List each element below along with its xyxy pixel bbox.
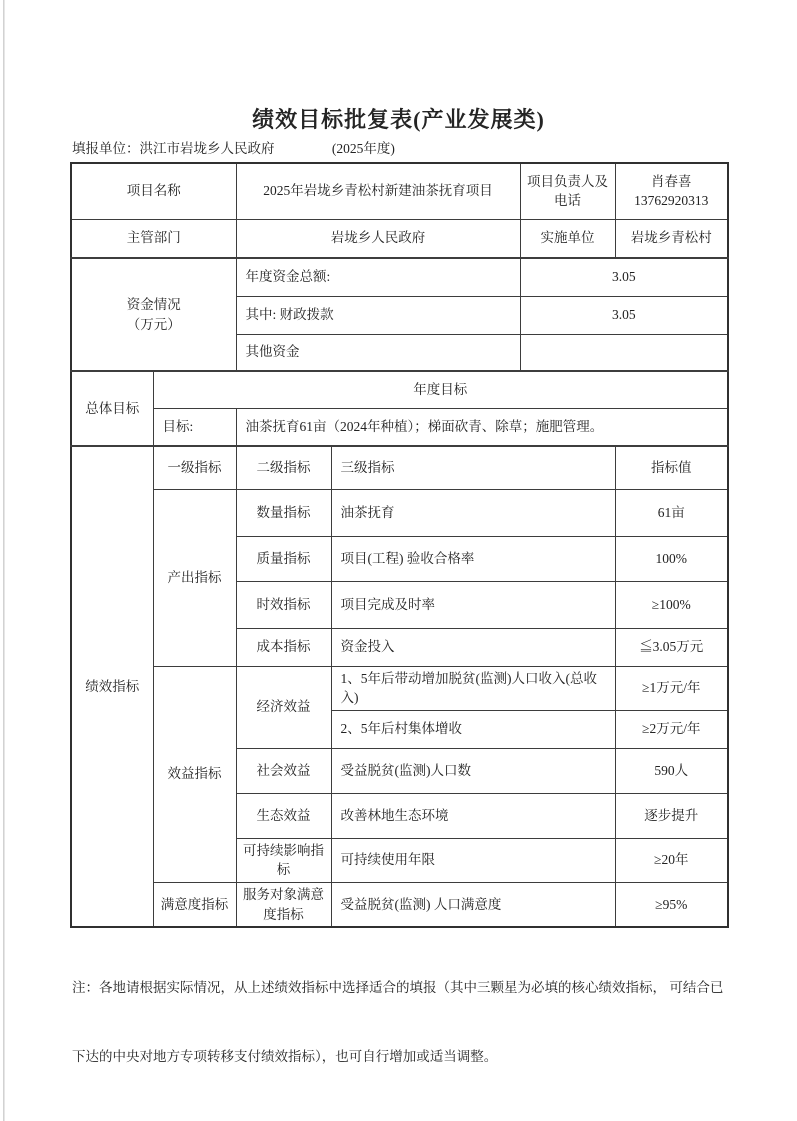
overall-goal-label: 总体目标 bbox=[71, 371, 153, 446]
indicator-value: 100% bbox=[615, 536, 728, 581]
footnote-line2: 下达的中央对地方专项转移支付绩效指标），也可自行增加或适当调整。 bbox=[72, 1049, 498, 1064]
table-row bbox=[71, 258, 728, 296]
funding-other-value bbox=[520, 334, 728, 371]
header-level3: 三级指标 bbox=[331, 446, 615, 489]
funding-fiscal-label: 其中: 财政拨款 bbox=[236, 296, 520, 334]
funding-fiscal-value: 3.05 bbox=[520, 296, 728, 334]
group-satisfaction-label: 满意度指标 bbox=[153, 882, 236, 927]
group-output-label: 产出指标 bbox=[153, 489, 236, 666]
indicator-l3: 资金投入 bbox=[331, 628, 615, 666]
dept-label: 主管部门 bbox=[71, 219, 236, 258]
performance-target-table bbox=[70, 162, 729, 928]
indicator-value: ≥20年 bbox=[615, 838, 728, 882]
indicator-l3: 项目(工程) 验收合格率 bbox=[331, 536, 615, 581]
indicator-value: 590人 bbox=[615, 748, 728, 793]
funding-label: 资金情况 （万元） bbox=[71, 258, 236, 371]
document-title: 绩效目标批复表(产业发展类) bbox=[252, 107, 545, 132]
indicator-l3: 受益脱贫(监测) 人口满意度 bbox=[331, 882, 615, 927]
indicator-l2: 成本指标 bbox=[236, 628, 331, 666]
header-value: 指标值 bbox=[615, 446, 728, 489]
indicator-l2: 社会效益 bbox=[236, 748, 331, 793]
reporting-unit-line bbox=[72, 137, 395, 157]
indicator-l2: 经济效益 bbox=[236, 666, 331, 748]
leader-name: 肖春喜 bbox=[651, 173, 692, 189]
leader-phone: 13762920313 bbox=[634, 193, 709, 209]
indicator-l2: 时效指标 bbox=[236, 581, 331, 628]
group-benefit-label: 效益指标 bbox=[153, 666, 236, 882]
reporting-year: (2025年度) bbox=[331, 141, 395, 156]
indicator-value: ≦3.05万元 bbox=[615, 628, 728, 666]
indicator-value: ≥100% bbox=[615, 581, 728, 628]
funding-total-value: 3.05 bbox=[520, 258, 728, 296]
table-row bbox=[71, 371, 728, 408]
table-row bbox=[71, 666, 728, 710]
indicator-l3: 可持续使用年限 bbox=[331, 838, 615, 882]
goal-label: 目标: bbox=[153, 408, 236, 446]
table-row bbox=[71, 219, 728, 258]
table-row bbox=[71, 446, 728, 489]
header-level2: 二级指标 bbox=[236, 446, 331, 489]
indicator-l3: 受益脱贫(监测)人口数 bbox=[331, 748, 615, 793]
indicator-value: ≥2万元/年 bbox=[615, 710, 728, 748]
footnote-line1: 注：各地请根据实际情况，从上述绩效指标中选择适合的填报（其中三颗星为必填的核心绩效指标， 可结合已 bbox=[72, 980, 724, 995]
indicator-l2: 可持续影响指标 bbox=[236, 838, 331, 882]
indicator-l3: 1、5年后带动增加脱贫(监测)人口收入(总收入) bbox=[331, 666, 615, 710]
indicator-value: ≥1万元/年 bbox=[615, 666, 728, 710]
table-row bbox=[71, 489, 728, 536]
funding-total-label: 年度资金总额: bbox=[236, 258, 520, 296]
leader-value bbox=[615, 163, 728, 219]
table-row bbox=[71, 882, 728, 927]
reporting-unit: 填报单位：洪江市岩垅乡人民政府 bbox=[72, 141, 275, 156]
indicator-l2: 服务对象满意度指标 bbox=[236, 882, 331, 927]
indicator-value: 逐步提升 bbox=[615, 793, 728, 838]
goal-text: 油茶抚育61亩（2024年种植）；梯面砍青、除草；施肥管理。 bbox=[236, 408, 728, 446]
indicator-l3: 油茶抚育 bbox=[331, 489, 615, 536]
project-name-label: 项目名称 bbox=[71, 163, 236, 219]
header-level1: 一级指标 bbox=[153, 446, 236, 489]
indicator-l3: 项目完成及时率 bbox=[331, 581, 615, 628]
indicator-l2: 数量指标 bbox=[236, 489, 331, 536]
indicator-l3: 改善林地生态环境 bbox=[331, 793, 615, 838]
funding-other-label: 其他资金 bbox=[236, 334, 520, 371]
table-row bbox=[71, 163, 728, 219]
indicator-l2: 质量指标 bbox=[236, 536, 331, 581]
impl-unit-value: 岩垅乡青松村 bbox=[615, 219, 728, 258]
annual-goal-header: 年度目标 bbox=[153, 371, 728, 408]
indicator-l3: 2、5年后村集体增收 bbox=[331, 710, 615, 748]
leader-label: 项目负责人及电话 bbox=[520, 163, 615, 219]
footnote bbox=[72, 930, 734, 1114]
scan-edge-artifact bbox=[3, 0, 5, 1121]
table-row bbox=[71, 408, 728, 446]
indicator-value: ≥95% bbox=[615, 882, 728, 927]
indicator-l2: 生态效益 bbox=[236, 793, 331, 838]
dept-value: 岩垅乡人民政府 bbox=[236, 219, 520, 258]
indicator-value: 61亩 bbox=[615, 489, 728, 536]
project-name-value: 2025年岩垅乡青松村新建油茶抚育项目 bbox=[236, 163, 520, 219]
impl-unit-label: 实施单位 bbox=[520, 219, 615, 258]
performance-label: 绩效指标 bbox=[71, 446, 153, 927]
